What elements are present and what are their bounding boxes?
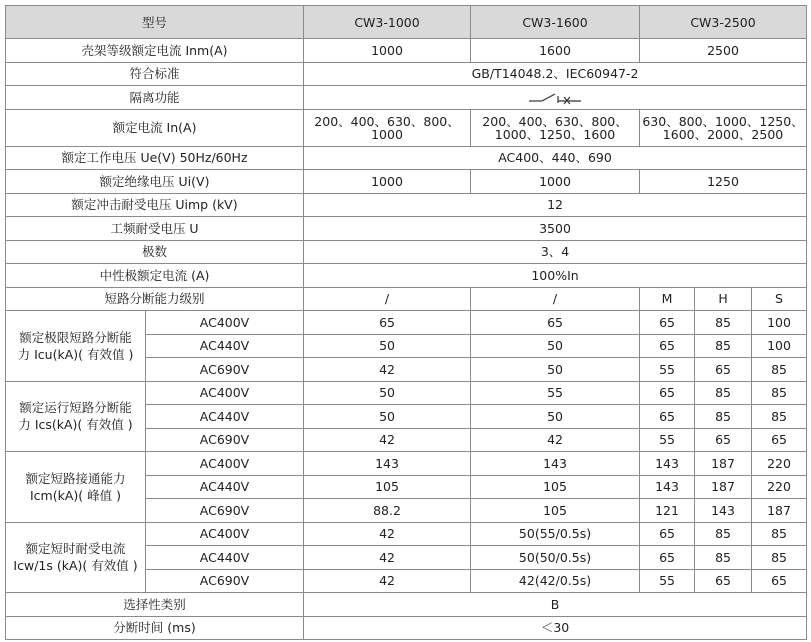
cell: 65 (640, 334, 695, 358)
cell: 85 (695, 311, 752, 335)
cell: H (695, 287, 752, 311)
cell: 50 (304, 405, 471, 429)
group-label-icu: 额定极限短路分断能 力 Icu(kA)( 有效值 ) (6, 311, 146, 382)
cell: 220 (752, 475, 807, 499)
cell: 85 (752, 546, 807, 570)
cell: AC400V (146, 311, 304, 335)
cell: 65 (640, 522, 695, 546)
row-label: 额定绝缘电压 Ui(V) (6, 170, 304, 194)
table-row (6, 240, 807, 264)
cell: 143 (471, 452, 640, 476)
cell: 187 (695, 475, 752, 499)
cell: 85 (752, 522, 807, 546)
table-row (6, 170, 807, 194)
cell: AC690V (146, 499, 304, 523)
cell: 105 (304, 475, 471, 499)
cell: 65 (695, 358, 752, 382)
isolator-symbol-icon (528, 91, 582, 105)
header-cw3-1000: CW3-1000 (304, 6, 471, 39)
table-row (6, 522, 807, 546)
cell: AC400V (146, 452, 304, 476)
cell: 1600 (471, 39, 640, 63)
row-label: 极数 (6, 240, 304, 264)
cell: 55 (640, 569, 695, 593)
cell: 187 (752, 499, 807, 523)
cell: AC690V (146, 569, 304, 593)
cell: 143 (304, 452, 471, 476)
cell: 65 (471, 311, 640, 335)
cell: AC400V (146, 381, 304, 405)
cell: 105 (471, 475, 640, 499)
cell: 65 (640, 546, 695, 570)
cell: 55 (640, 358, 695, 382)
cell: 220 (752, 452, 807, 476)
row-label: 额定工作电压 Ue(V) 50Hz/60Hz (6, 146, 304, 170)
row-label: 壳架等级额定电流 Inm(A) (6, 39, 304, 63)
spec-table (5, 5, 807, 640)
table-row (6, 593, 807, 617)
row-label: 分断时间 (ms) (6, 616, 304, 640)
cell: AC690V (146, 358, 304, 382)
header-model: 型号 (6, 6, 304, 39)
breaking-capacity-groups (6, 311, 807, 593)
cell: 121 (640, 499, 695, 523)
cell: AC440V (146, 475, 304, 499)
table-row (6, 86, 807, 110)
row-label: 额定冲击耐受电压 Uimp (kV) (6, 193, 304, 217)
cell: 105 (471, 499, 640, 523)
table-row (6, 193, 807, 217)
cell: 55 (471, 381, 640, 405)
table-row (6, 109, 807, 146)
cell: AC440V (146, 405, 304, 429)
cell: 100 (752, 334, 807, 358)
cell: 3、4 (304, 240, 807, 264)
cell: 1250 (640, 170, 807, 194)
cell: 85 (695, 334, 752, 358)
cell: 65 (695, 428, 752, 452)
cell: 200、400、630、800、 1000 (304, 109, 471, 146)
table-row (6, 264, 807, 288)
cell: 65 (640, 381, 695, 405)
table-row (6, 146, 807, 170)
row-label: 隔离功能 (6, 86, 304, 110)
cell: / (304, 287, 471, 311)
cell: 42(42/0.5s) (471, 569, 640, 593)
cell: 85 (695, 405, 752, 429)
cell: 2500 (640, 39, 807, 63)
cell: 1000 (304, 39, 471, 63)
cell: 200、400、630、800、 1000、1250、1600 (471, 109, 640, 146)
group-label-icw: 额定短时耐受电流 Icw/1s (kA)( 有效值 ) (6, 522, 146, 593)
cell: B (304, 593, 807, 617)
row-label: 符合标准 (6, 62, 304, 86)
cell: 143 (695, 499, 752, 523)
table-row (6, 217, 807, 241)
cell: 85 (752, 358, 807, 382)
cell: / (471, 287, 640, 311)
cell: 85 (695, 381, 752, 405)
cell: 65 (752, 569, 807, 593)
row-label: 短路分断能力级别 (6, 287, 304, 311)
cell: 187 (695, 452, 752, 476)
cell: 42 (304, 428, 471, 452)
cell: 65 (640, 311, 695, 335)
table-row (6, 39, 807, 63)
cell (304, 86, 807, 110)
cell: 1000 (304, 170, 471, 194)
cell: AC400V (146, 522, 304, 546)
cell: GB/T14048.2、IEC60947-2 (304, 62, 807, 86)
cell: 50 (471, 334, 640, 358)
cell: 50(50/0.5s) (471, 546, 640, 570)
header-cw3-2500: CW3-2500 (640, 6, 807, 39)
table-row (6, 287, 807, 311)
cell: 50 (471, 358, 640, 382)
cell: 42 (304, 522, 471, 546)
cell: 65 (752, 428, 807, 452)
cell: 630、800、1000、1250、 1600、2000、2500 (640, 109, 807, 146)
cell: 143 (640, 475, 695, 499)
cell: 42 (304, 546, 471, 570)
header-row (6, 6, 807, 39)
cell: ＜30 (304, 616, 807, 640)
header-cw3-1600: CW3-1600 (471, 6, 640, 39)
row-label: 中性极额定电流 (A) (6, 264, 304, 288)
cell: 55 (640, 428, 695, 452)
cell: 12 (304, 193, 807, 217)
table-row (6, 452, 807, 476)
cell: 85 (695, 522, 752, 546)
cell: AC690V (146, 428, 304, 452)
cell: 50 (304, 334, 471, 358)
cell: 85 (695, 546, 752, 570)
cell: 65 (695, 569, 752, 593)
group-label-ics: 额定运行短路分断能 力 Ics(kA)( 有效值 ) (6, 381, 146, 452)
cell: 50 (304, 381, 471, 405)
cell: 50 (471, 405, 640, 429)
cell: 100 (752, 311, 807, 335)
cell: 100%In (304, 264, 807, 288)
cell: 50(55/0.5s) (471, 522, 640, 546)
table-row (6, 311, 807, 335)
row-label: 选择性类别 (6, 593, 304, 617)
group-label-icm: 额定短路接通能力 Icm(kA)( 峰值 ) (6, 452, 146, 523)
cell: 85 (752, 405, 807, 429)
table-row (6, 616, 807, 640)
cell: 1000 (471, 170, 640, 194)
cell: AC400、440、690 (304, 146, 807, 170)
cell: S (752, 287, 807, 311)
cell: 65 (304, 311, 471, 335)
cell: AC440V (146, 334, 304, 358)
row-label: 额定电流 In(A) (6, 109, 304, 146)
cell: 42 (471, 428, 640, 452)
cell: 3500 (304, 217, 807, 241)
cell: 65 (640, 405, 695, 429)
cell: 42 (304, 569, 471, 593)
table-row (6, 62, 807, 86)
cell: AC440V (146, 546, 304, 570)
cell: 143 (640, 452, 695, 476)
cell: 42 (304, 358, 471, 382)
table-row (6, 381, 807, 405)
row-label: 工频耐受电压 U (6, 217, 304, 241)
cell: M (640, 287, 695, 311)
cell: 85 (752, 381, 807, 405)
cell: 88.2 (304, 499, 471, 523)
